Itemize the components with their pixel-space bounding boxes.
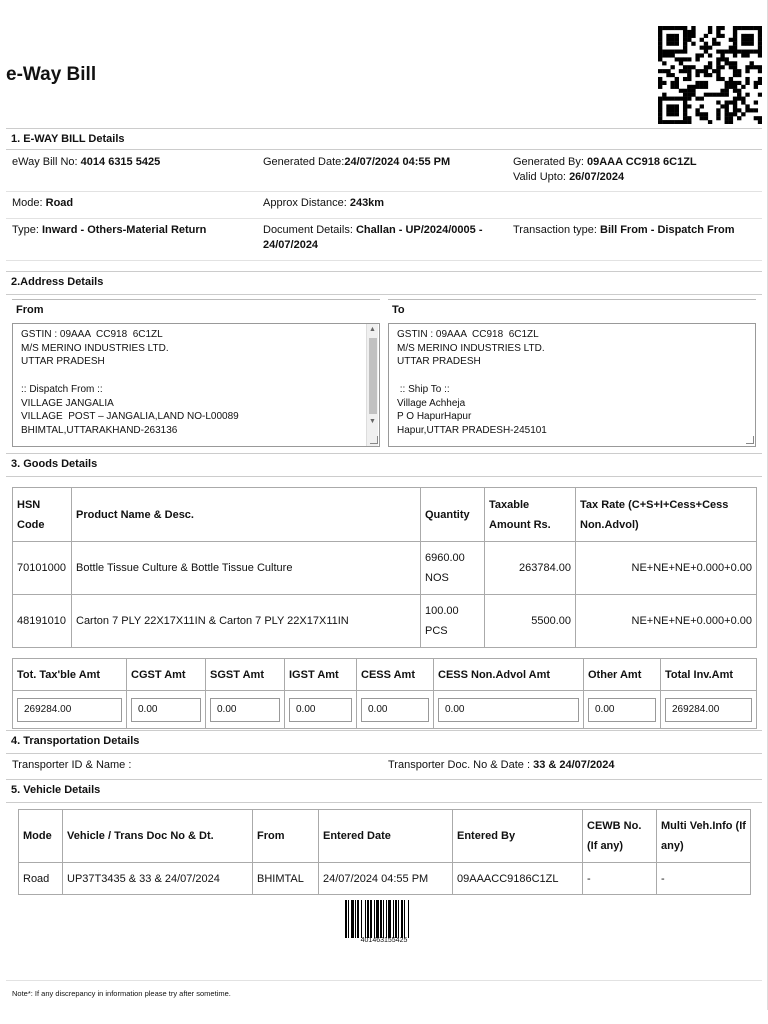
barcode-number: 401463155425 [360, 937, 408, 944]
product-cell: Carton 7 PLY 22X17X11IN & Carton 7 PLY 22X17X11IN [72, 595, 421, 648]
document-details: Document Details: Challan - UP/2024/0005 - 24/07/2024 [263, 224, 483, 251]
from-cell: BHIMTAL [253, 863, 319, 895]
igst-header: IGST Amt [285, 659, 357, 691]
resize-handle-icon[interactable] [370, 436, 378, 444]
igst-input[interactable]: 0.00 [289, 698, 352, 722]
cess-nonadvol-header: CESS Non.Advol Amt [434, 659, 584, 691]
to-label-bar [388, 299, 756, 300]
generated-date: Generated Date:24/07/2024 04:55 PM [263, 156, 451, 168]
footer-note: Note*: If any discrepancy in information please try after sometime. [12, 989, 231, 998]
hsn-cell: 70101000 [13, 542, 72, 595]
transporter-id-name: Transporter ID & Name : [12, 759, 132, 771]
product-cell: Bottle Tissue Culture & Bottle Tissue Culture [72, 542, 421, 595]
section-transport-heading: 4. Transportation Details [6, 730, 762, 754]
goods-table [12, 487, 757, 648]
hsn-cell: 48191010 [13, 595, 72, 648]
cess-input[interactable]: 0.00 [361, 698, 429, 722]
vehicle-cell: UP37T3435 & 33 & 24/07/2024 [63, 863, 253, 895]
col-mode: Mode [19, 810, 63, 863]
generated-by: Generated By: 09AAA CC918 6C1ZL Valid Upto: 26/07/2024 [513, 156, 697, 183]
quantity-cell: 100.00 PCS [421, 595, 485, 648]
sgst-header: SGST Amt [206, 659, 285, 691]
col-hsn: HSN Code [13, 488, 72, 542]
other-header: Other Amt [584, 659, 661, 691]
col-cewb: CEWB No. (If any) [583, 810, 657, 863]
taxable-cell: 263784.00 [485, 542, 576, 595]
total-inv-header: Total Inv.Amt [661, 659, 757, 691]
transaction-type: Transaction type: Bill From - Dispatch From [513, 224, 735, 236]
table-row [13, 595, 757, 648]
cewb-cell: - [583, 863, 657, 895]
mode-cell: Road [19, 863, 63, 895]
section-goods-heading: 3. Goods Details [6, 453, 762, 477]
sgst-input[interactable]: 0.00 [210, 698, 280, 722]
from-address-textarea[interactable]: GSTIN : 09AAA CC918 6C1ZL M/S MERINO INDUSTRIES LTD. UTTAR PRADESH :: Dispatch From :: VILLAGE JANGALIA VILLAGE POST – JANGALIA,LAND NO-L00089 BHIMTAL,UTTARAKHAND-263136 [12, 323, 380, 447]
section-ewb-details-heading: 1. E-WAY BILL Details [6, 128, 762, 150]
scroll-up-icon[interactable]: ▲ [369, 326, 376, 333]
from-label: From [16, 304, 44, 316]
quantity-cell: 6960.00 NOS [421, 542, 485, 595]
col-vehicle: Vehicle / Trans Doc No & Dt. [63, 810, 253, 863]
col-entered-date: Entered Date [319, 810, 453, 863]
total-inv-input[interactable]: 269284.00 [665, 698, 752, 722]
divider [6, 218, 762, 219]
from-label-bar [12, 299, 380, 300]
qr-code [658, 26, 762, 124]
divider [6, 980, 762, 981]
page-title: e-Way Bill [6, 64, 97, 85]
from-address-scrollbar[interactable] [366, 324, 378, 446]
col-from: From [253, 810, 319, 863]
col-tax-rate: Tax Rate (C+S+I+Cess+Cess Non.Advol) [576, 488, 757, 542]
tot-taxable-input[interactable]: 269284.00 [17, 698, 122, 722]
section-address-heading: 2.Address Details [6, 271, 762, 295]
table-row [13, 542, 757, 595]
scroll-down-icon[interactable]: ▼ [369, 418, 376, 425]
vehicle-table [18, 809, 751, 895]
entered-date-cell: 24/07/2024 04:55 PM [319, 863, 453, 895]
col-product: Product Name & Desc. [72, 488, 421, 542]
scroll-thumb[interactable] [369, 338, 377, 414]
other-input[interactable]: 0.00 [588, 698, 656, 722]
col-taxable: Taxable Amount Rs. [485, 488, 576, 542]
col-multi-veh: Multi Veh.Info (If any) [657, 810, 751, 863]
resize-handle-icon[interactable] [746, 436, 754, 444]
divider [6, 260, 762, 261]
transporter-doc: Transporter Doc. No & Date : 33 & 24/07/2024 [388, 759, 615, 771]
approx-distance: Approx Distance: 243km [263, 197, 385, 209]
ewb-number: eWay Bill No: 4014 6315 5425 [12, 156, 161, 168]
rate-cell: NE+NE+NE+0.000+0.00 [576, 542, 757, 595]
barcode [345, 900, 423, 938]
cgst-input[interactable]: 0.00 [131, 698, 201, 722]
divider [6, 191, 762, 192]
tot-taxable-header: Tot. Tax'ble Amt [13, 659, 127, 691]
multi-veh-cell: - [657, 863, 751, 895]
col-entered-by: Entered By [453, 810, 583, 863]
cess-nonadvol-input[interactable]: 0.00 [438, 698, 579, 722]
entered-by-cell: 09AAACC9186C1ZL [453, 863, 583, 895]
mode: Mode: Road [12, 197, 74, 209]
cess-header: CESS Amt [357, 659, 434, 691]
cgst-header: CGST Amt [127, 659, 206, 691]
taxable-cell: 5500.00 [485, 595, 576, 648]
section-vehicle-heading: 5. Vehicle Details [6, 779, 762, 803]
col-quantity: Quantity [421, 488, 485, 542]
rate-cell: NE+NE+NE+0.000+0.00 [576, 595, 757, 648]
table-row [19, 863, 751, 895]
to-label: To [392, 304, 405, 316]
transaction-type-inward: Type: Inward - Others-Material Return [12, 224, 207, 236]
totals-table [12, 658, 757, 729]
to-address-textarea[interactable]: GSTIN : 09AAA CC918 6C1ZL M/S MERINO INDUSTRIES LTD. UTTAR PRADESH :: Ship To :: Village Achheja P O HapurHapur Hapur,UTTAR PRADESH-245101 [388, 323, 756, 447]
